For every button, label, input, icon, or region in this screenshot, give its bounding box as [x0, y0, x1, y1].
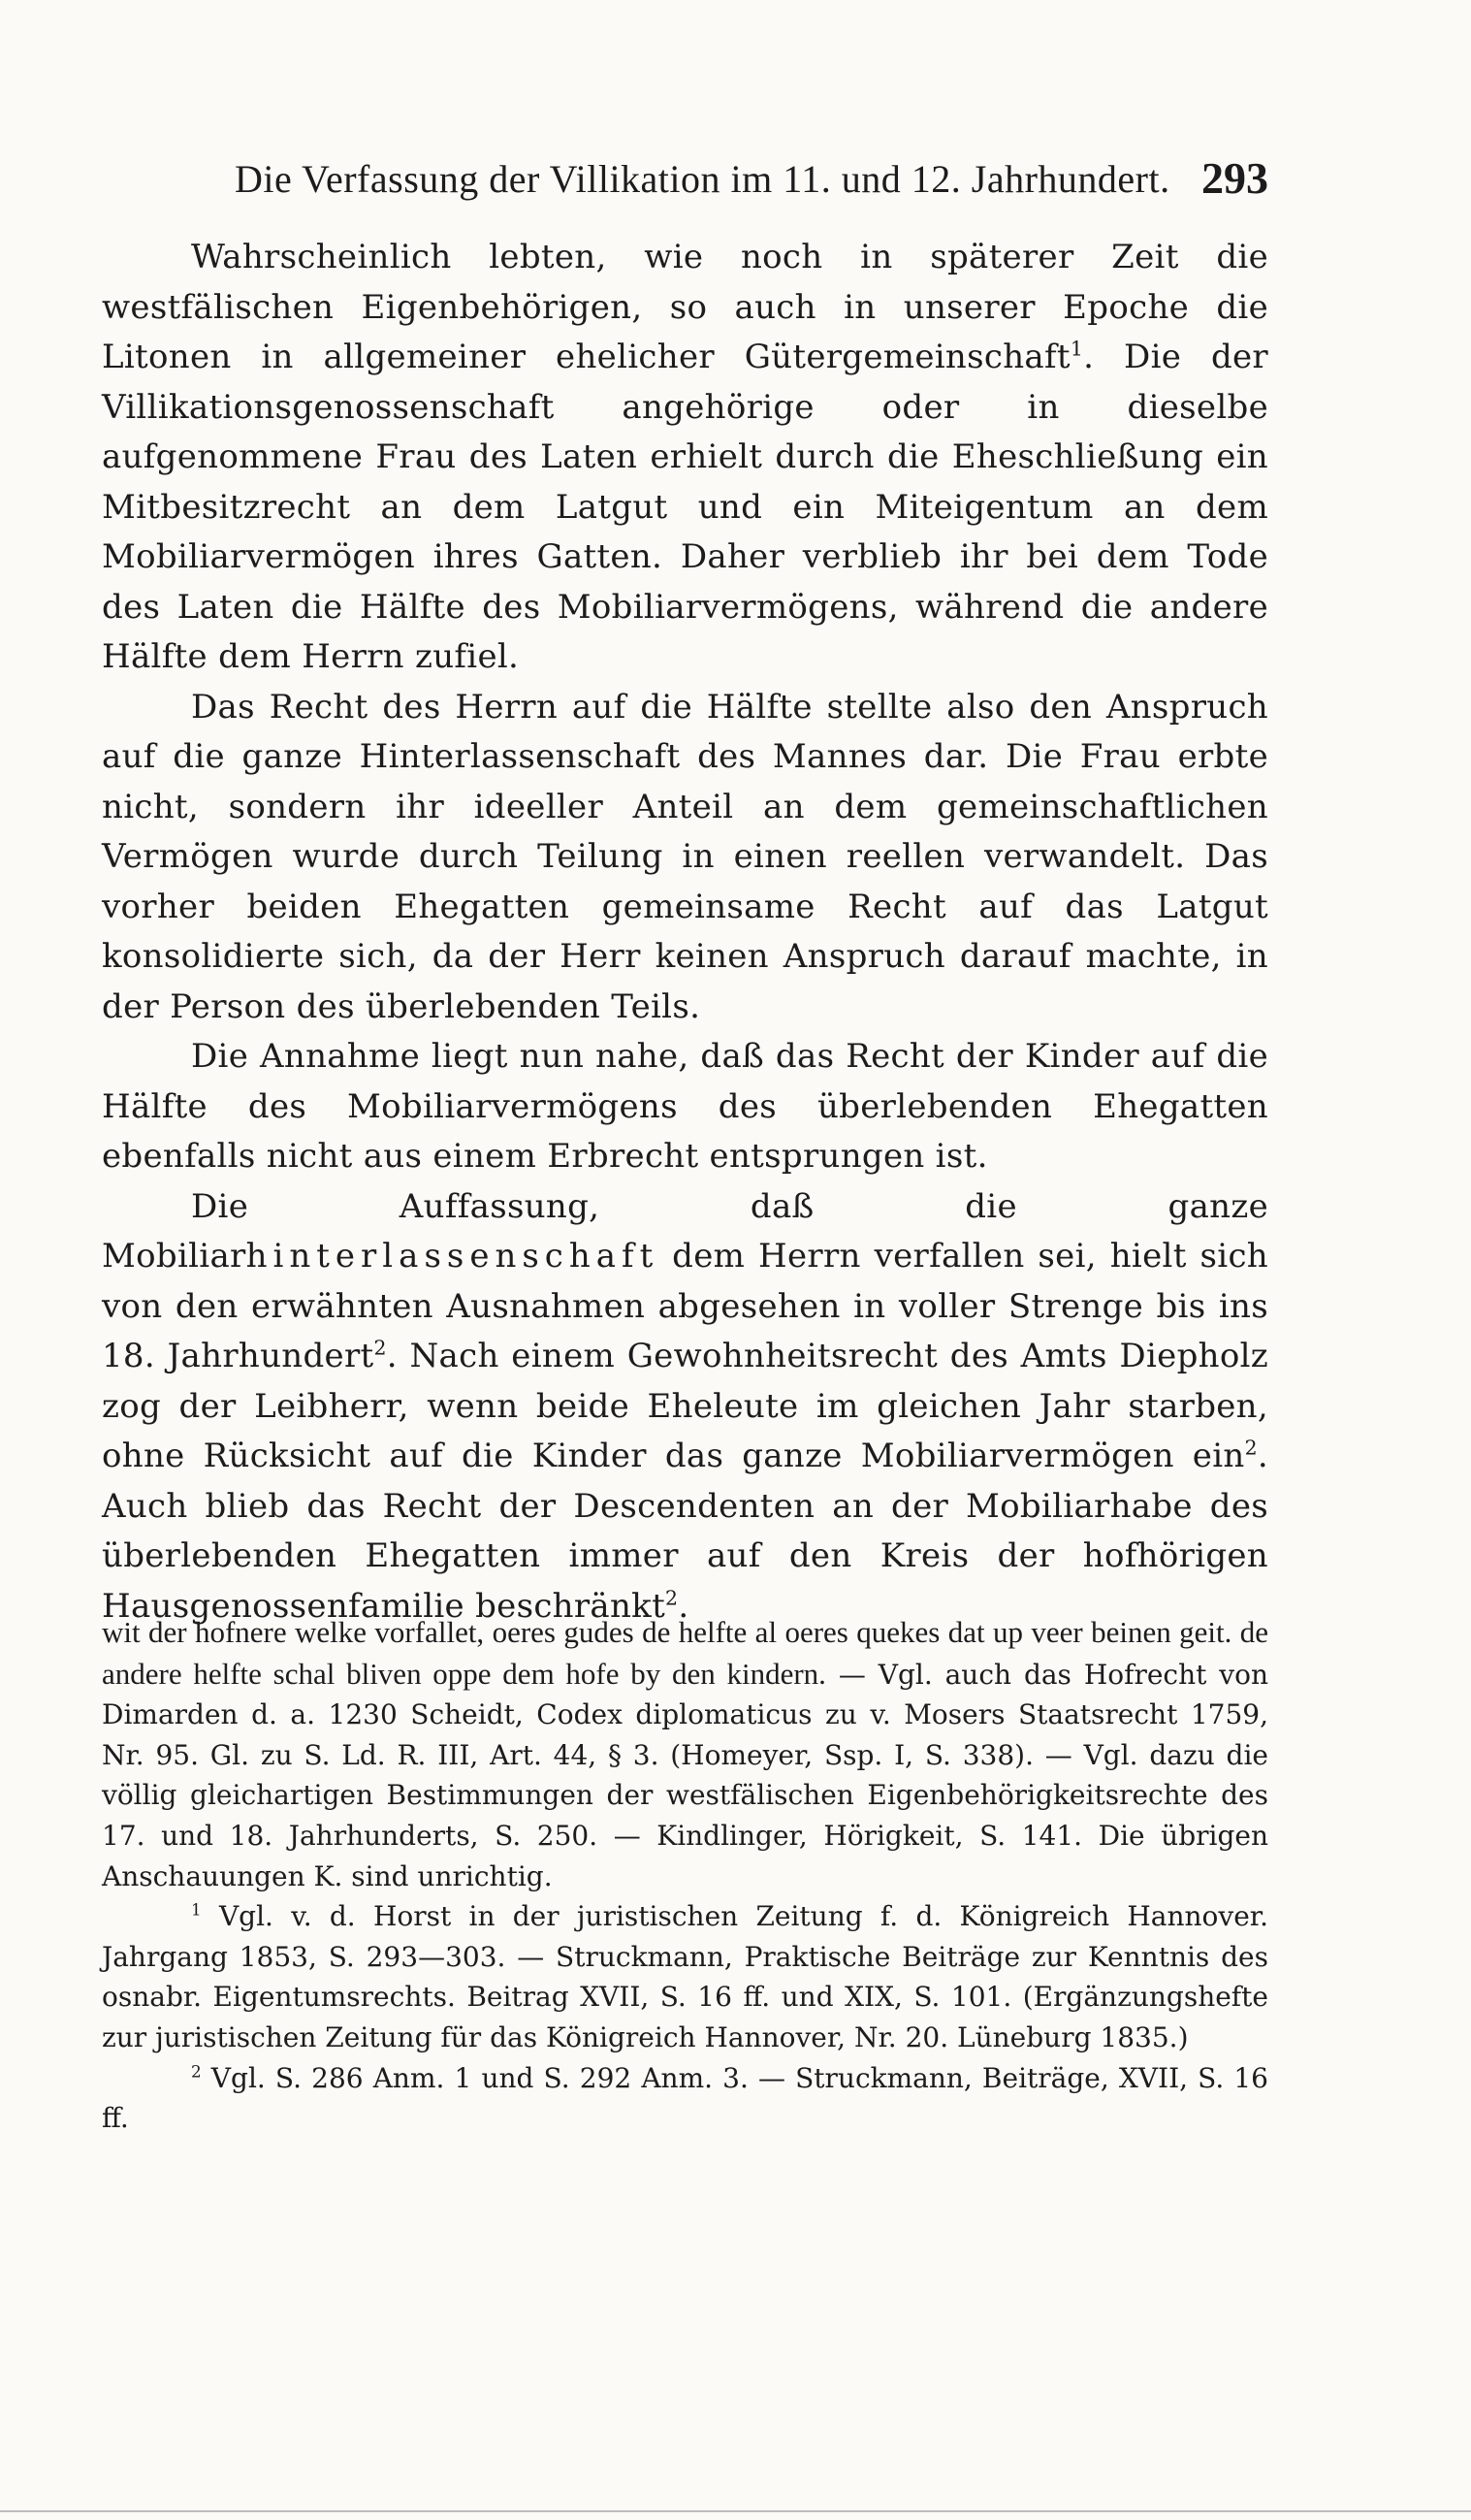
page-number: 293	[1201, 153, 1268, 203]
footnotes-section	[102, 1612, 1268, 2139]
footnote-ref: 2	[665, 1586, 679, 1610]
paragraph-4: Die Auffassung, daß die ganze Mobiliarhinterlassenschaft dem Herrn verfallen sei, hielt sich von den erwähnten Ausnahmen abgesehen in voller Strenge bis ins 18. Jahrhundert$^2$. Nach einem Gewohnheitsrecht des Amts Diepholz zog der Leibherr, wenn beide Eheleute im gleichen Jahr starben, ohne Rücksicht auf die Kinder das ganze Mobiliarvermögen ein$^2$. Auch blieb das Recht der Descendenten an der Mobiliarhabe des überlebenden Ehegatten immer auf den Kreis der hofhörigen Hausgenossenfamilie beschränkt$^2$.	[102, 1186, 1268, 1626]
footnote-marker: 1	[191, 1899, 202, 1920]
paragraph-2: Das Recht des Herrn auf die Hälfte stellte also den Anspruch auf die ganze Hinterlassenschaft des Mannes dar. Die Frau erbte nicht, sondern ihr ideeller Anteil an dem gemeinschaftlichen Vermögen wurde durch Teilung in einen reellen verwandelt. Das vorher beiden Ehegatten gemeinsame Recht auf das Latgut konsolidierte sich, da der Herr keinen Anspruch darauf machte, in der Person des überlebenden Teils.	[102, 687, 1268, 1026]
running-header	[223, 150, 1268, 209]
footnote-ref: 1	[1070, 337, 1084, 361]
footnote-ref: 2	[373, 1336, 387, 1360]
main-text	[102, 233, 1268, 1632]
running-title: Die Verfassung der Villikation im 11. und 12. Jahrhundert.	[235, 157, 1170, 201]
footnote-continuation: wit der hofnere welke vorfallet, oeres gudes de helfte al oeres quekes dat up veer beinen geit. de andere helfte schal bliven oppe dem hofe by den kindern. — Vgl. auch das Hofrecht von Dimarden d. a. 1230 Scheidt, Codex diplomaticus zu v. Mosers Staatsrecht 1759, Nr. 95. Gl. zu S. Ld. R. III, Art. 44, § 3. (Homeyer, Ssp. I, S. 338). — Vgl. dazu die völlig gleichartigen Bestimmungen der westfälischen Eigenbehörigkeitsrechte des 17. und 18. Jahrhunderts, S. 250. — Kindlinger, Hörigkeit, S. 141. Die übrigen Anschauungen K. sind unrichtig.	[102, 1615, 1268, 1892]
footnote-marker: 2	[191, 2061, 202, 2082]
footnote-2: $^2$ Vgl. S. 286 Anm. 1 und S. 292 Anm. 3. — Struckmann, Beiträge, XVII, S. 16 ff.	[102, 2061, 1268, 2135]
scan-bottom-edge	[0, 2510, 1471, 2512]
footnote-ref: 2	[1244, 1436, 1258, 1460]
paragraph-1: Wahrscheinlich lebten, wie noch in späterer Zeit die westfälischen Eigenbehörigen, so auch in unserer Epoche die Litonen in allgemeiner ehelicher Gütergemeinschaft$^1$. Die der Villikationsgenossenschaft angehörige oder in dieselbe aufgenommene Frau des Laten erhielt durch die Eheschließung ein Mitbesitzrecht an dem Latgut und ein Miteigentum an dem Mobiliarvermögen ihres Gatten. Daher verblieb ihr bei dem Tode des Laten die Hälfte des Mobiliarvermögens, während die andere Hälfte dem Herrn zufiel.	[102, 238, 1268, 676]
footnote-1: $^1$ Vgl. v. d. Horst in der juristischen Zeitung f. d. Königreich Hannover. Jahrgang 1853, S. 293—303. — Struckmann, Praktische Beiträge zur Kenntnis des osnabr. Eigentumsrechts. Beitrag XVII, S. 16 ff. und XIX, S. 101. (Ergänzungshefte zur juristischen Zeitung für das Königreich Hannover, Nr. 20. Lüneburg 1835.)	[102, 1899, 1268, 2053]
spaced-emphasis: hinterlassenschaft	[245, 1237, 659, 1276]
paragraph-3: Die Annahme liegt nun nahe, daß das Recht der Kinder auf die Hälfte des Mobiliarvermögens des überlebenden Ehegatten ebenfalls nicht aus einem Erbrecht entsprungen ist.	[102, 1037, 1268, 1176]
quoted-low-german: wit der hofnere welke vorfallet, oeres gudes de helfte al oeres quekes dat up veer beinen geit. de andere helfte schal bliven oppe dem hofe by den kindern.	[102, 1615, 1268, 1691]
